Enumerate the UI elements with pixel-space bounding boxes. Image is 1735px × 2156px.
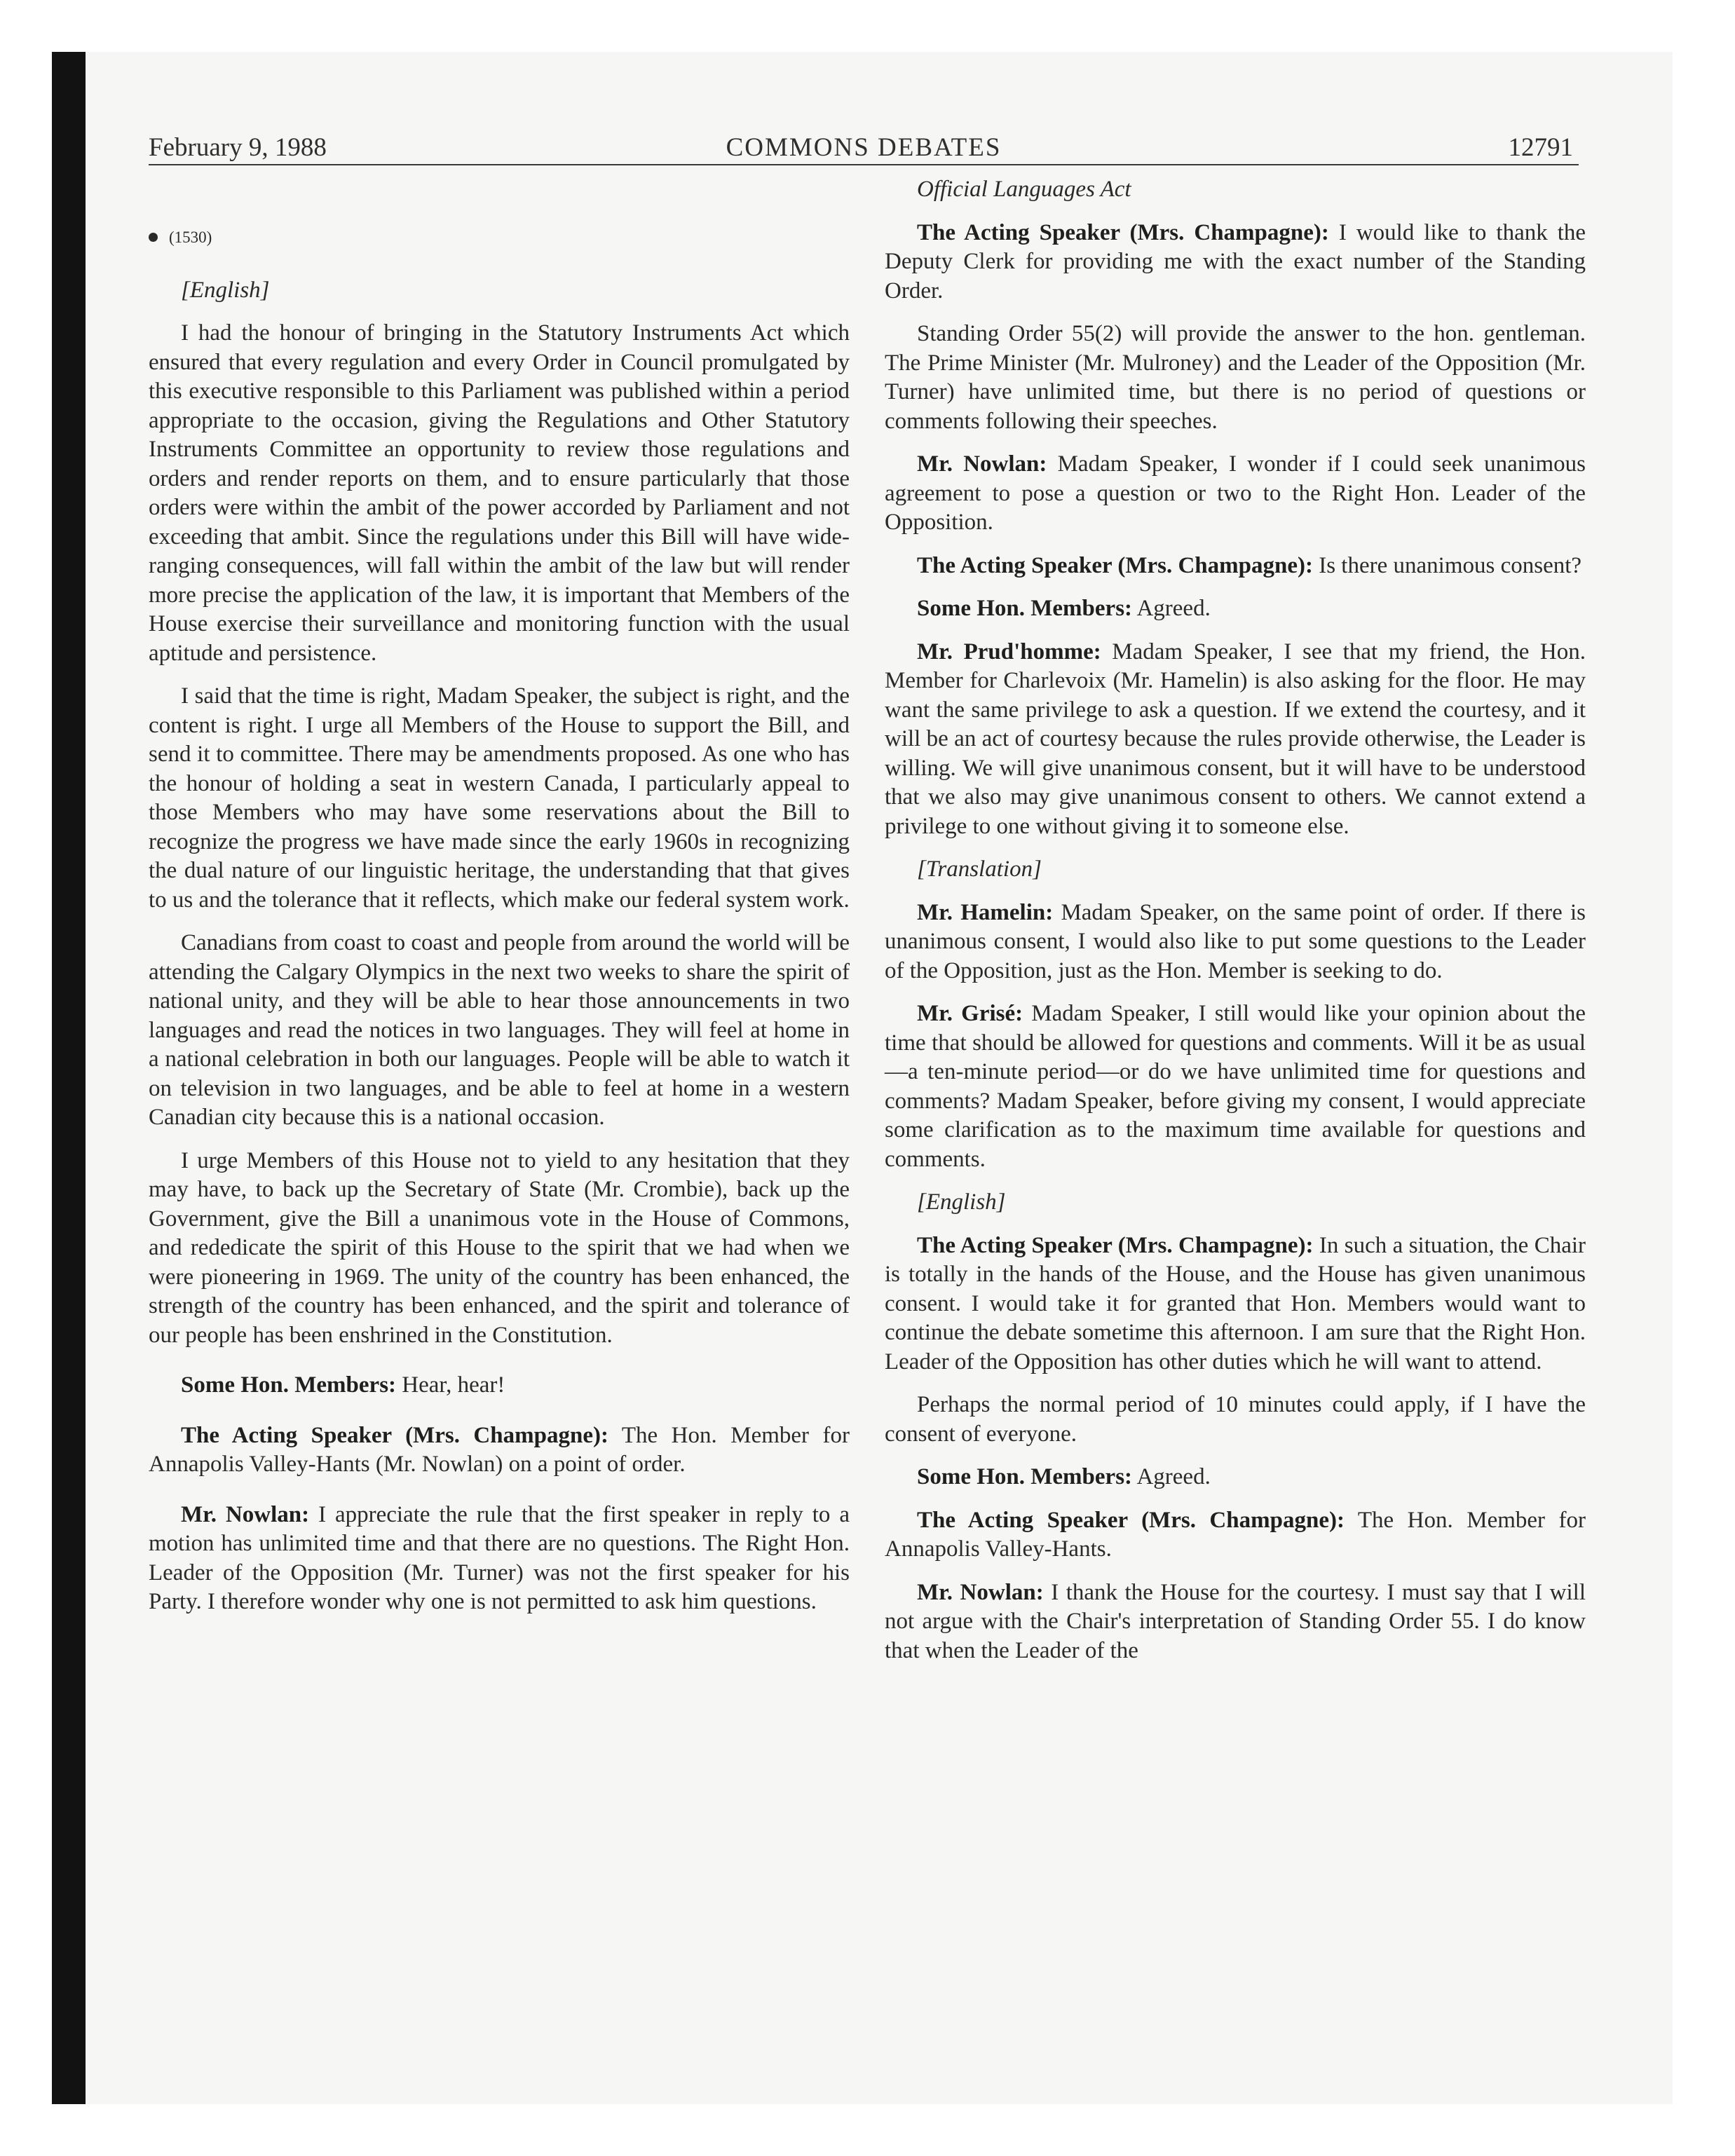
- language-marker: [English]: [181, 277, 270, 303]
- speech-text: I thank the House for the courtesy. I must say that I will not argue with the Chair's interpretation of Standing Order 55. I do know that when the Leader of the: [885, 1579, 1586, 1663]
- speaker-name: Mr. Hamelin:: [917, 899, 1054, 925]
- speech-text: Is there unanimous consent?: [1319, 552, 1582, 578]
- speaker-name: Some Hon. Members:: [917, 596, 1133, 621]
- speech-paragraph: [885, 1463, 1586, 1492]
- speaker-name: Mr. Grisé:: [917, 1001, 1023, 1026]
- paragraph: I said that the time is right, Madam Speaker, the subject is right, and the content is right. I urge all Members of the House to support the Bill, and send it to committee. There may be amendments proposed. As one who has the honour of holding a seat in western Canada, I particularly appeal to those Members who may have some reservations about the Bill to recognize the progress we have made since the early 1960s in recognizing the dual nature of our linguistic heritage, the understanding that that gives to us and the tolerance that it reflects, which make our federal system work.: [149, 683, 850, 913]
- speech-text: Hear, hear!: [402, 1372, 505, 1398]
- paragraph: Perhaps the normal period of 10 minutes could apply, if I have the consent of everyone.: [885, 1392, 1586, 1447]
- language-marker: [English]: [917, 1189, 1006, 1215]
- speech-text: The Hon. Member for Annapolis Valley-Hants.: [885, 1507, 1586, 1562]
- paragraph: I had the honour of bringing in the Statutory Instruments Act which ensured that every regulation and every Order in Council promulgated by this executive responsible to this Parliament was published within a period appropriate to the occasion, giving the Regulations and Other Statutory Instruments Committee an opportunity to review those regulations and orders and render reports on them, and to ensure particularly that those orders were within the ambit of the power accorded by Parliament and not exceeding that ambit. Since the regulations under this Bill will have wide-ranging consequences, will fall within the ambit of the law but will render more precise the application of the law, it is important that Members of the House exercise their surveillance and monitoring function with the usual aptitude and persistence.: [149, 320, 850, 666]
- speech-text: I appreciate the rule that the first speaker in reply to a motion has unlimited time and that there are no questions. The Right Hon. Leader of the Opposition (Mr. Turner) was not the first speaker for his Party. I therefore wonder why one is not permitted to ask him questions.: [149, 1501, 850, 1614]
- speaker-name: The Acting Speaker (Mrs. Champagne):: [917, 1507, 1345, 1533]
- speaker-name: The Acting Speaker (Mrs. Champagne):: [181, 1422, 608, 1448]
- paragraph: Canadians from coast to coast and people from around the world will be attending the Calgary Olympics in the next two weeks to share the spirit of national unity, and they will be able to hear those announcements in two languages and read the notices in two languages. They will feel at home in a national celebration in both our languages. People will be able to watch it on television in two languages, and be able to feel at home in a western Canadian city because this is a national occasion.: [149, 930, 850, 1130]
- speech-text: The Hon. Member for Annapolis Valley-Hants (Mr. Nowlan) on a point of order.: [149, 1422, 850, 1477]
- right-column: [885, 175, 1586, 1679]
- bullet-icon: [149, 233, 158, 242]
- header-date: February 9, 1988: [149, 133, 327, 162]
- paragraph: I urge Members of this House not to yield to any hesitation that they may have, to back up the Secretary of State (Mr. Crombie), back up the Government, give the Bill a unanimous vote in the House of Commons, and rededicate the spirit of this House to the spirit that we had when we were pioneering in 1969. The unity of the country has been enhanced, the strength of the country has been enhanced, and the spirit and tolerance of our people has been enshrined in the Constitution.: [149, 1147, 850, 1348]
- scan-binding-edge: [52, 52, 86, 2104]
- speaker-name: The Acting Speaker (Mrs. Champagne):: [917, 1232, 1314, 1258]
- speech-text: Agreed.: [1136, 1464, 1211, 1489]
- speaker-name: Some Hon. Members:: [181, 1372, 397, 1398]
- speech-paragraph: [149, 1501, 850, 1617]
- page-number: 12791: [1508, 133, 1573, 162]
- speech-paragraph: [885, 1231, 1586, 1377]
- speech-text: I would like to thank the Deputy Clerk for providing me with the exact number of the Standing Order.: [885, 219, 1586, 303]
- speaker-name: Some Hon. Members:: [917, 1464, 1133, 1489]
- speech-text: Madam Speaker, I see that my friend, the Hon. Member for Charlevoix (Mr. Hamelin) is also asking for the floor. He may want the same privilege to ask a question. If we extend the courtesy, and it will be an act of courtesy because the rules provide otherwise, the Leader is willing. We will give unanimous consent, but it will have to be understood that we also may give unanimous consent to others. We cannot extend a privilege to one without giving it to someone else.: [885, 639, 1586, 839]
- running-header: [149, 129, 1579, 168]
- timestamp: [149, 223, 850, 252]
- speech-paragraph: [885, 1578, 1586, 1666]
- subject-heading: Official Languages Act: [917, 177, 1131, 202]
- speech-paragraph: [885, 219, 1586, 306]
- speech-paragraph: [885, 450, 1586, 538]
- speaker-name: The Acting Speaker (Mrs. Champagne):: [917, 552, 1313, 578]
- speech-paragraph: [885, 594, 1586, 624]
- speech-paragraph: [885, 999, 1586, 1174]
- speaker-name: Mr. Nowlan:: [181, 1501, 310, 1527]
- speaker-name: The Acting Speaker (Mrs. Champagne):: [917, 219, 1329, 245]
- paragraph: Standing Order 55(2) will provide the answer to the hon. gentleman. The Prime Minister (Mr. Mulroney) and the Leader of the Opposition (Mr. Turner) have unlimited time, but there is no period of questions or comments following their speeches.: [885, 321, 1586, 434]
- speaker-name: Mr. Nowlan:: [917, 451, 1047, 477]
- speech-paragraph: [149, 1371, 850, 1400]
- timestamp-label: (1530): [169, 228, 212, 246]
- speech-paragraph: [149, 1421, 850, 1480]
- speaker-name: Mr. Nowlan:: [917, 1579, 1044, 1605]
- speech-text: Madam Speaker, I still would like your opinion about the time that should be allowed for questions and comments. Will it be as usual—a ten-minute period—or do we have unlimited time for questions and comments? Madam Speaker, before giving my consent, I would appreciate some clarification as to the maximum time available for questions and comments.: [885, 1001, 1586, 1172]
- speech-paragraph: [885, 899, 1586, 986]
- header-title: COMMONS DEBATES: [726, 133, 1002, 162]
- speech-paragraph: [885, 552, 1586, 581]
- speech-text: In such a situation, the Chair is totally in the hands of the House, and the House has given unanimous consent. I would take it for granted that Hon. Members would want to continue the debate sometime this afternoon. I am sure that the Right Hon. Leader of the Opposition has other duties which he will want to attend.: [885, 1232, 1586, 1374]
- speech-paragraph: [885, 638, 1586, 842]
- language-marker: [Translation]: [917, 857, 1042, 882]
- speech-text: Agreed.: [1136, 596, 1211, 621]
- speech-text: Madam Speaker, I wonder if I could seek unanimous agreement to pose a question or two to the Right Hon. Leader of the Opposition.: [885, 451, 1586, 535]
- speech-text: Madam Speaker, on the same point of order. If there is unanimous consent, I would also like to put some questions to the Leader of the Opposition, just as the Hon. Member is seeking to do.: [885, 899, 1586, 983]
- header-rule: [149, 164, 1579, 165]
- speech-paragraph: [885, 1506, 1586, 1564]
- left-column: [149, 175, 850, 1631]
- speaker-name: Mr. Prud'homme:: [917, 639, 1101, 664]
